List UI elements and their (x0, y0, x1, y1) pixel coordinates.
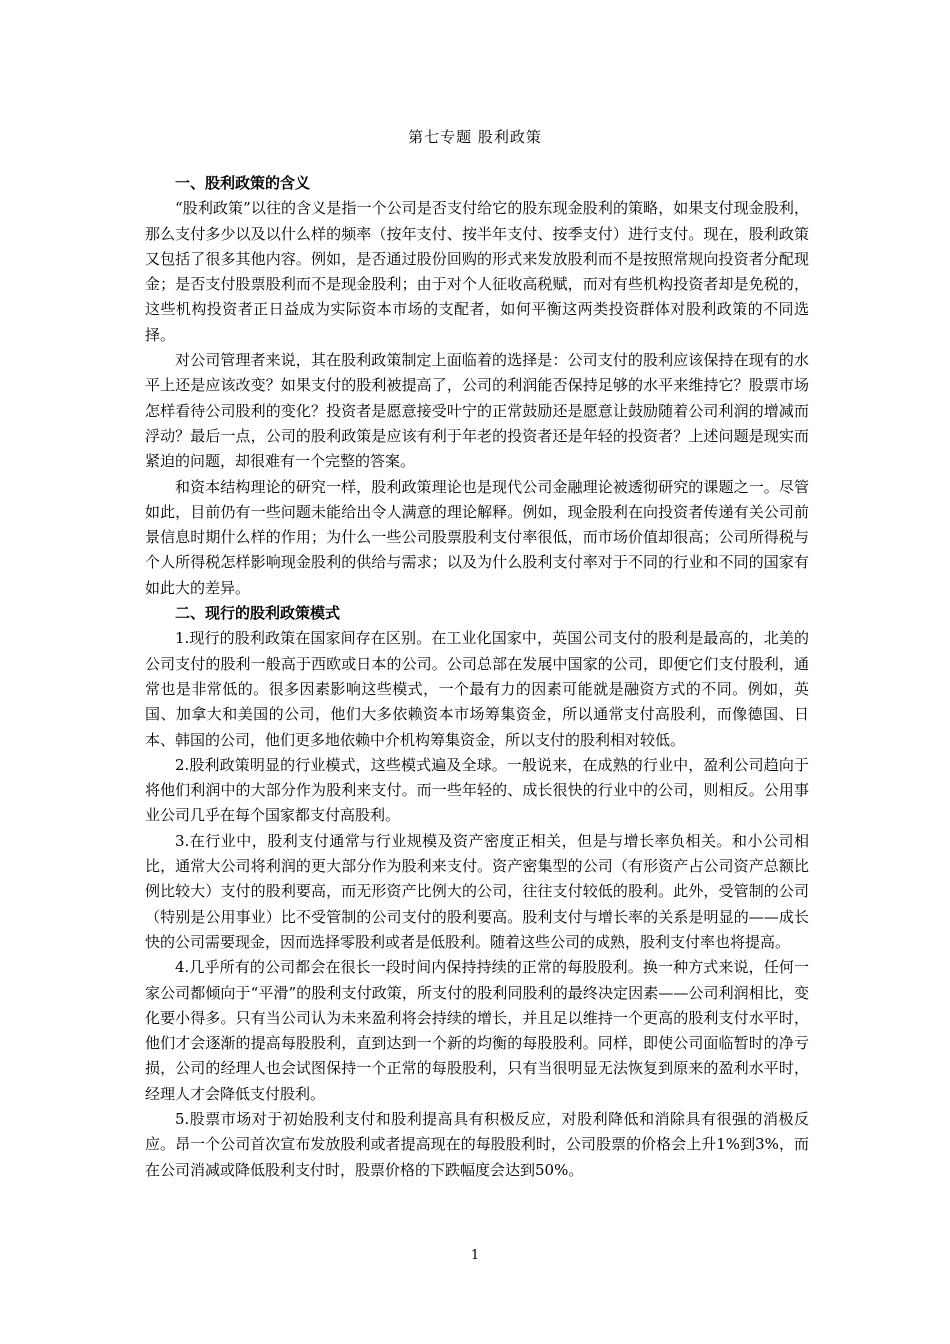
section-heading-2: 二、现行的股利政策模式 (175, 604, 341, 623)
section-heading-1: 一、股利政策的含义 (175, 174, 311, 192)
paragraph: 4.几乎所有的公司都会在很长一段时间内保持持续的正常的每股股利。换一种方式来说，任何一家公司都倾向于“平滑”的股利支付政策，所支付的股利同股利的最终决定因素——公司利润相比，变化要小得多。只有当公司认为未来盈利将会持续的增长，并且足以维持一个更高的股利支付水平时，他们才会逐渐的提高每股股利，直到达到一个新的均衡的每股股利。同样，即使公司面临暂时的净亏损，公司的经理人也会试图保持一个正常的每股股利，只有当很明显无法恢复到原来的盈利水平时，经理人才会降低支付股利。 (145, 958, 809, 1103)
paragraph: 1.现行的股利政策在国家间存在区别。在工业化国家中，英国公司支付的股利是最高的，北美的公司支付的股利一般高于西欧或日本的公司。公司总部在发展中国家的公司，即便它们支付股利，通常也是非常低的。很多因素影响这些模式，一个最有力的因素可能就是融资方式的不同。例如，英国、加拿大和美国的公司，他们大多依赖资本市场筹集资金，所以通常支付高股利，而像德国、日本、韩国的公司，他们更多地依赖中介机构筹集资金，所以支付的股利相对较低。 (145, 629, 809, 749)
paragraph: “股利政策”以往的含义是指一个公司是否支付给它的股东现金股利的策略，如果支付现金股利，那么支付多少以及以什么样的频率（按年支付、按半年支付、按季支付）进行支付。现在，股利政策又包括了很多其他内容。例如，是否通过股份回购的形式来发放股利而不是按照常规向投资者分配现金；是否支付股票股利而不是现金股利；由于对个人征收高税赋，而对有些机构投资者却是免税的，这些机构投资者正日益成为实际资本市场的支配者，如何平衡这两类投资群体对股利政策的不同选择。 (145, 199, 809, 344)
paragraph: 5.股票市场对于初始股利支付和股利提高具有积极反应，对股利降低和消除具有很强的消极反应。昂一个公司首次宣布发放股利或者提高现在的每股股利时，公司股票的价格会上升1%到3%，而在公司消减或降低股利支付时，股票价格的下跌幅度会达到50%。 (145, 1109, 809, 1179)
paragraph: 2.股利政策明显的行业模式，这些模式遍及全球。一般说来，在成熟的行业中，盈利公司趋向于将他们利润中的大部分作为股利来支付。而一些年轻的、成长很快的行业中的公司，则相反。公用事业公司几乎在每个国家都支付高股利。 (145, 755, 809, 825)
page-number: 1 (470, 1248, 480, 1263)
paragraph: 3.在行业中，股利支付通常与行业规模及资产密度正相关，但是与增长率负相关。和小公司相比，通常大公司将利润的更大部分作为股利来支付。资产密集型的公司（有形资产占公司资产总额比例比较大）支付的股利要高，而无形资产比例大的公司，往往支付较低的股利。此外，受管制的公司（特别是公用事业）比不受管制的公司支付的股利要高。股利支付与增长率的关系是明显的——成长快的公司需要现金，因而选择零股利或者是低股利。随着这些公司的成熟，股利支付率也将提高。 (145, 831, 809, 951)
document-title: 第七专题 股利政策 (408, 128, 542, 146)
paragraph: 对公司管理者来说，其在股利政策制定上面临着的选择是：公司支付的股利应该保持在现有的水平上还是应该改变？如果支付的股利被提高了，公司的利润能否保持足够的水平来维持它？股票市场怎样看待公司股利的变化？投资者是愿意接受叶宁的正常鼓励还是愿意让鼓励随着公司利润的增减而浮动？最后一点，公司的股利政策是应该有利于年老的投资者还是年轻的投资者？上述问题是现实而紧迫的问题，却很难有一个完整的答案。 (145, 351, 809, 471)
paragraph: 和资本结构理论的研究一样，股利政策理论也是现代公司金融理论被透彻研究的课题之一。尽管如此，目前仍有一些问题未能给出令人满意的理论解释。例如，现金股利在向投资者传递有关公司前景信息时期什么样的作用；为什么一些公司股票股利支付率很低，而市场价值却很高；公司所得税与个人所得税怎样影响现金股利的供给与需求；以及为什么股利支付率对于不同的行业和不同的国家有如此大的差异。 (145, 477, 809, 597)
document-body (145, 171, 809, 1183)
